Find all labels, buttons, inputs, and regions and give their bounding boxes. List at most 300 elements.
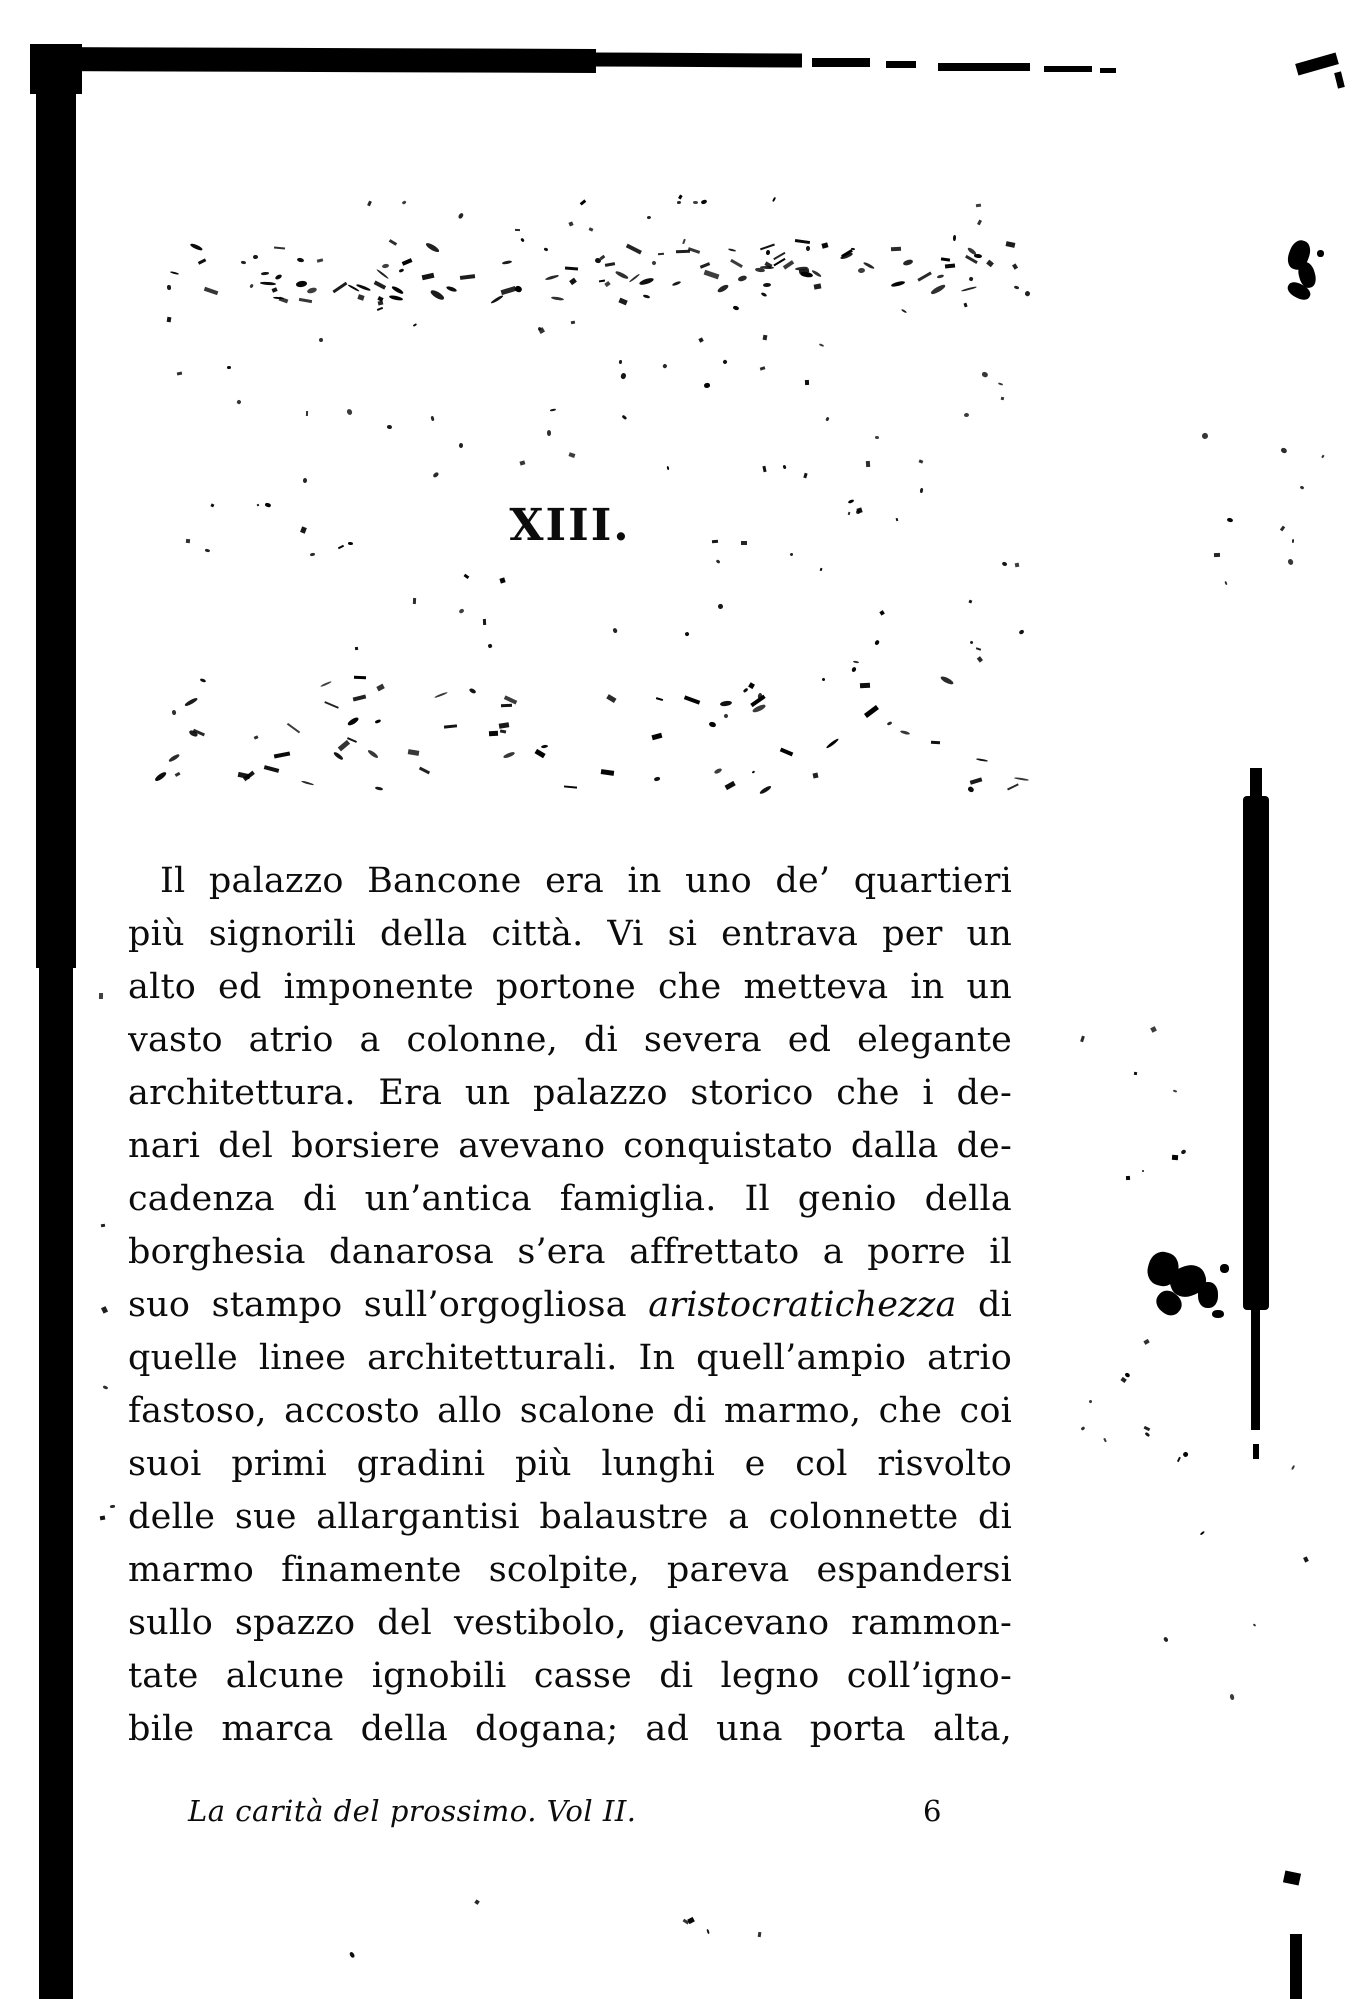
scan-speckle — [917, 271, 932, 281]
scan-speckle — [772, 196, 777, 202]
scan-speckle — [643, 294, 651, 299]
scan-speckle — [348, 542, 353, 545]
scan-speckle — [186, 539, 190, 543]
scan-speckle — [458, 212, 465, 219]
scan-top-dash — [1100, 68, 1116, 73]
scan-speckle — [619, 360, 623, 364]
scan-speckle — [1227, 517, 1234, 522]
scan-speckle — [1172, 1089, 1176, 1092]
scan-speckle — [738, 275, 748, 283]
scan-speckle — [100, 1224, 105, 1228]
scan-speckle — [919, 487, 923, 493]
scan-speckle — [274, 246, 285, 249]
scan-speckle — [700, 199, 707, 205]
scan-speckle — [1150, 1026, 1156, 1032]
scan-speckle — [534, 749, 545, 759]
scan-speckle — [306, 411, 308, 416]
scan-speckle — [333, 751, 344, 761]
scan-speckle — [418, 766, 429, 774]
scan-speckle — [626, 243, 641, 253]
scan-speckle — [375, 719, 381, 724]
scan-speckle — [376, 684, 385, 692]
scan-speckle — [759, 367, 764, 371]
scan-speckle — [986, 259, 994, 267]
scan-speckle — [716, 283, 729, 293]
scan-speckle — [1177, 1457, 1181, 1462]
scan-speckle — [891, 247, 901, 251]
scan-speckle — [1120, 1377, 1127, 1384]
scan-speckle — [825, 417, 829, 422]
scan-speckle — [205, 548, 210, 552]
scan-corner-tick — [1334, 71, 1345, 88]
scan-speckle — [718, 604, 723, 610]
scan-speckle — [1125, 1372, 1131, 1378]
scan-speckle — [968, 277, 973, 283]
scan-speckle — [762, 465, 766, 471]
ink-blot — [1148, 1248, 1248, 1340]
scan-speckle — [621, 414, 627, 419]
scan-speckle — [757, 1932, 761, 1938]
scan-speckle — [826, 738, 840, 749]
scan-speckle — [425, 242, 440, 254]
scan-speckle — [102, 1385, 108, 1389]
scan-speckle — [402, 200, 407, 204]
scan-speckle — [177, 372, 183, 376]
scan-speckle — [434, 691, 448, 698]
scan-speckle — [376, 307, 382, 311]
scan-speckle — [658, 253, 664, 256]
scan-speckle — [963, 412, 969, 417]
scan-speckle — [1013, 285, 1019, 290]
scan-speckle — [874, 436, 878, 439]
scan-speckle — [1012, 263, 1018, 269]
scan-speckle — [741, 541, 747, 545]
scan-speckle — [1134, 1072, 1138, 1076]
scan-speckle — [1142, 1170, 1145, 1173]
text-line: nari del borsiere avevano conquistato dalla de- — [128, 1126, 1012, 1166]
scan-speckle — [901, 309, 907, 314]
scan-speckle — [1172, 1155, 1178, 1161]
scan-speckle — [432, 472, 439, 479]
scan-speckle — [806, 246, 810, 251]
scan-speckle — [780, 748, 794, 757]
scan-speckle — [804, 380, 808, 385]
scan-speckle — [998, 382, 1004, 386]
scan-speckle — [818, 344, 823, 348]
scan-speckle — [725, 781, 736, 790]
text-line: più signorili della città. Vi si entrava per un — [128, 914, 1012, 954]
scan-speckle — [953, 235, 956, 241]
scan-right-bar-tail — [1253, 1444, 1259, 1459]
scan-speckle — [1089, 1399, 1092, 1403]
scan-speckle — [1182, 1451, 1189, 1458]
scan-speckle — [272, 287, 278, 292]
scan-speckle — [253, 735, 258, 739]
scan-speckle — [170, 271, 179, 275]
scan-speckle — [615, 270, 629, 279]
scan-speckle — [684, 632, 690, 637]
scan-speckle — [941, 257, 951, 261]
scan-speckle — [198, 258, 207, 264]
scan-left-border — [39, 960, 73, 1999]
scan-right-bar-tail — [1251, 1308, 1260, 1430]
scan-speckle — [569, 453, 575, 458]
scan-speckle — [236, 399, 241, 404]
scan-speckle — [347, 716, 360, 726]
scan-speckle — [99, 993, 103, 999]
scan-speckle — [879, 610, 884, 615]
scan-speckle — [1163, 1636, 1169, 1643]
scan-speckle — [190, 242, 203, 250]
scan-speckle — [715, 559, 720, 564]
scan-speckle — [551, 296, 564, 301]
scan-speckle — [688, 247, 700, 254]
scan-speckle — [719, 700, 732, 707]
scan-speckle — [500, 729, 507, 733]
scan-speckle — [324, 701, 339, 709]
scan-speckle — [976, 647, 981, 651]
scan-speckle — [278, 297, 288, 303]
scan-speckle — [203, 287, 218, 296]
scan-speckle — [378, 300, 384, 305]
scan-speckle — [760, 243, 774, 250]
scan-speckle — [520, 237, 525, 242]
scan-speckle — [101, 1306, 108, 1313]
scan-speckle — [390, 285, 403, 295]
scan-speckle — [860, 683, 870, 689]
scan-speckle — [647, 215, 652, 219]
scan-speckle — [1292, 539, 1295, 544]
scan-speckle — [444, 724, 457, 728]
footer-running-title: La carità del prossimo. Vol II. — [188, 1794, 637, 1828]
scan-speckle — [320, 681, 332, 688]
scan-speckle — [1299, 485, 1304, 490]
scan-speckle — [789, 553, 793, 557]
scan-speckle — [963, 303, 967, 308]
scan-speckle — [813, 284, 821, 290]
scan-speckle — [1290, 1465, 1294, 1471]
scan-speckle — [199, 677, 206, 682]
text-line: borghesia danarosa s’era affrettato a porre il — [128, 1232, 1012, 1272]
scan-speckle — [853, 660, 859, 663]
scan-speckle — [227, 366, 231, 369]
scan-speckle — [349, 1951, 355, 1958]
scan-speckle — [975, 758, 987, 762]
text-line: bile marca della dogana; ad una porta alta, — [128, 1709, 1012, 1749]
scan-speckle — [919, 460, 924, 464]
text-line: delle sue allargantisi balaustre a colonnette di — [128, 1497, 1012, 1537]
scan-speckle — [580, 200, 586, 206]
scan-speckle — [967, 786, 975, 793]
scan-speckle — [172, 710, 177, 715]
scan-speckle — [970, 777, 983, 784]
scan-speckle — [903, 259, 914, 266]
scan-speckle — [588, 227, 593, 231]
scan-top-dash — [812, 58, 870, 67]
text-line: cadenza di un’antica famiglia. Il genio della — [128, 1179, 1012, 1219]
text-segment: di — [956, 1285, 1012, 1325]
scan-speckle — [571, 320, 575, 324]
scan-speckle — [540, 745, 547, 749]
scan-speckle — [387, 424, 392, 428]
scan-speckle — [167, 285, 171, 290]
scan-speckle — [1081, 1426, 1086, 1431]
scan-speckle — [547, 430, 551, 436]
scan-speckle — [1005, 241, 1015, 247]
scan-speckle — [930, 283, 946, 295]
scan-speckle — [759, 785, 772, 795]
scan-speckle — [969, 640, 973, 644]
scan-speckle — [500, 285, 516, 295]
scan-speckle — [757, 692, 762, 698]
scan-speckle — [945, 263, 955, 268]
scan-speckle — [429, 289, 445, 301]
scan-speckle — [167, 316, 171, 322]
scan-speckle — [652, 733, 663, 741]
scan-speckle — [374, 281, 386, 290]
scan-speckle — [1143, 1339, 1149, 1344]
scan-speckle — [249, 283, 254, 288]
scan-speckle — [99, 1515, 104, 1519]
scan-left-border — [36, 48, 76, 968]
scan-speckle — [700, 262, 710, 268]
scan-speckle — [1000, 397, 1003, 400]
chapter-heading: XIII. — [509, 500, 631, 551]
scan-speckle — [1181, 1149, 1187, 1155]
text-line: alto ed imponente portone che metteva in un — [128, 967, 1012, 1007]
text-line — [128, 1279, 1012, 1332]
scan-speckle — [1126, 1176, 1130, 1180]
text-line: architettura. Era un palazzo storico che i de- — [128, 1073, 1012, 1113]
scan-speckle — [682, 238, 686, 243]
scan-speckle — [851, 666, 857, 672]
scan-speckle — [464, 573, 470, 578]
text-line: vasto atrio a colonne, di severa ed elegante — [128, 1020, 1012, 1060]
scan-speckle — [976, 204, 981, 208]
scan-speckle — [367, 749, 379, 759]
scan-speckle — [260, 282, 276, 286]
scan-speckle — [389, 294, 404, 301]
scan-speckle — [460, 274, 476, 279]
scan-speckle — [501, 704, 512, 708]
scan-speckle — [375, 786, 383, 791]
scan-speckle — [607, 694, 617, 702]
scan-right-bar — [1243, 796, 1269, 1310]
scan-speckle — [977, 657, 983, 663]
scan-speckle — [174, 772, 179, 776]
scan-speckle — [704, 382, 710, 387]
scan-speckle — [355, 647, 359, 650]
scan-speckle — [154, 771, 167, 783]
scan-speckle — [564, 786, 577, 790]
text-line: quelle linee architetturali. In quell’ampio atrio — [128, 1338, 1012, 1378]
scan-speckle — [712, 540, 718, 544]
scan-speckle — [940, 675, 955, 686]
scan-speckle — [728, 248, 736, 252]
scan-speckle — [354, 676, 366, 679]
scan-speckle — [1007, 784, 1018, 791]
scan-speckle — [891, 281, 905, 288]
scan-speckle — [519, 460, 525, 466]
scan-speckle — [352, 694, 366, 701]
scan-speckle — [663, 363, 668, 368]
scan-speckle — [655, 697, 662, 701]
scan-speckle — [723, 713, 728, 718]
scan-speckle — [819, 567, 822, 571]
scan-speckle — [389, 239, 397, 246]
scan-speckle — [253, 255, 258, 259]
scan-speckle — [698, 337, 703, 342]
scan-speckle — [1214, 553, 1220, 557]
scan-speckle — [318, 338, 323, 343]
scan-speckle — [765, 250, 769, 255]
scan-speckle — [376, 268, 389, 279]
scan-speckle — [847, 512, 850, 516]
scan-speckle — [733, 305, 740, 310]
scan-speckle — [782, 465, 786, 469]
scan-speckle — [612, 627, 618, 633]
text-line: fastoso, accosto allo scalone di marmo, che coi — [128, 1391, 1012, 1431]
scan-speckle — [900, 729, 910, 734]
text-segment: suo stampo sull’orgogliosa — [128, 1285, 649, 1325]
scan-speckle — [274, 751, 290, 758]
scan-speckle — [703, 270, 718, 280]
scan-speckle — [569, 278, 576, 285]
scan-speckle — [1224, 581, 1228, 586]
scan-speckle — [706, 1929, 709, 1934]
page-body — [128, 855, 1012, 1756]
scan-speckle — [783, 261, 794, 270]
scan-speckle — [1230, 1694, 1235, 1700]
scan-speckle — [1024, 290, 1030, 297]
scan-speckle — [346, 409, 353, 416]
scan-speckle — [598, 279, 604, 282]
scan-speckle — [264, 765, 280, 773]
scan-speckle — [338, 739, 351, 751]
scan-speckle — [503, 751, 516, 759]
scan-speckle — [1145, 1432, 1151, 1437]
scan-speckle — [549, 408, 555, 412]
scan-speckle — [469, 688, 478, 695]
scan-speckle — [412, 323, 417, 327]
scan-speckle — [1201, 432, 1209, 440]
scan-speckle — [763, 334, 767, 340]
scan-speckle — [1321, 455, 1324, 458]
scan-speckle — [693, 201, 698, 204]
scan-speckle — [961, 286, 977, 292]
scan-speckle — [748, 682, 755, 689]
scan-speckle — [931, 740, 940, 743]
scan-speckle — [687, 1917, 695, 1924]
scan-speckle — [1080, 1036, 1085, 1043]
scan-speckle — [654, 776, 661, 781]
scan-speckle — [666, 465, 669, 470]
italic-phrase: aristocratichezza — [648, 1285, 957, 1325]
scan-speckle — [499, 722, 509, 728]
scan-speckle — [803, 472, 807, 477]
scan-speckle — [483, 619, 486, 625]
scan-speckle — [977, 219, 982, 225]
scan-speckle — [1200, 1531, 1206, 1536]
scan-speckle — [412, 598, 415, 604]
scan-speckle — [638, 277, 654, 286]
scan-speckle — [981, 371, 988, 377]
scan-speckle — [357, 294, 364, 301]
scan-speckle — [713, 767, 722, 774]
scan-speckle — [500, 577, 506, 583]
scan-speckle — [858, 267, 866, 273]
scan-speckle — [303, 478, 307, 483]
text-line: sullo spazzo del vestibolo, giacevano rammon- — [128, 1603, 1012, 1643]
text-line: marmo finamente scolpite, pareva espandersi — [128, 1550, 1012, 1590]
scan-speckle — [605, 262, 615, 267]
scan-speckle — [301, 780, 314, 786]
scan-speckle — [763, 282, 771, 287]
scan-speckle — [490, 295, 503, 305]
scan-speckle — [936, 274, 943, 279]
scan-speckle — [184, 697, 198, 707]
scan-speckle — [1103, 1438, 1107, 1443]
scan-speckle — [651, 260, 656, 266]
scan-speckle — [515, 229, 520, 231]
scan-speckle — [621, 373, 627, 380]
text-line: tate alcune ignobili casse di legno coll’igno- — [128, 1656, 1012, 1696]
scan-speckle — [545, 274, 559, 281]
scan-speckle — [430, 415, 434, 420]
ink-blot — [1285, 240, 1331, 310]
scan-speckle — [672, 280, 682, 286]
scan-speckle — [296, 257, 303, 262]
scan-bottom-right-mark — [1283, 1870, 1301, 1885]
scan-speckle — [968, 600, 971, 603]
scan-speckle — [678, 195, 682, 199]
scan-speckle — [399, 268, 405, 273]
text-line: suoi primi gradini più lunghi e col risvolto — [128, 1444, 1012, 1484]
scan-speckle — [761, 292, 767, 297]
scan-speckle — [287, 723, 300, 733]
scan-top-border-thin — [590, 52, 802, 67]
scan-top-dash — [886, 61, 916, 68]
scan-speckle — [110, 1505, 115, 1508]
scan-speckle — [813, 772, 819, 778]
scan-speckle — [382, 264, 390, 269]
scan-speckle — [595, 258, 601, 264]
scan-speckle — [1252, 1624, 1255, 1627]
scan-speckle — [795, 239, 810, 244]
scan-speckle — [1287, 558, 1294, 565]
scan-speckle — [168, 753, 180, 762]
scan-speckle — [1015, 562, 1020, 567]
scan-speckle — [821, 677, 825, 681]
scan-speckle — [458, 607, 465, 613]
scan-speckle — [402, 258, 413, 265]
text-line: Il palazzo Bancone era in uno de’ quartieri — [160, 861, 1012, 901]
scan-top-border — [36, 47, 596, 73]
scan-speckle — [502, 260, 512, 265]
scan-speckle — [565, 266, 578, 270]
scan-speckle — [307, 287, 318, 295]
scan-speckle — [677, 200, 681, 204]
scan-top-dash — [938, 63, 1030, 71]
scan-speckle — [367, 201, 372, 207]
scan-speckle — [684, 695, 701, 705]
scan-speckle — [874, 640, 880, 647]
scan-speckle — [865, 461, 870, 467]
scan-speckle — [475, 1900, 480, 1906]
scan-speckle — [1018, 629, 1025, 635]
scan-corner-tick — [1295, 52, 1339, 75]
scan-speckle — [298, 298, 311, 303]
